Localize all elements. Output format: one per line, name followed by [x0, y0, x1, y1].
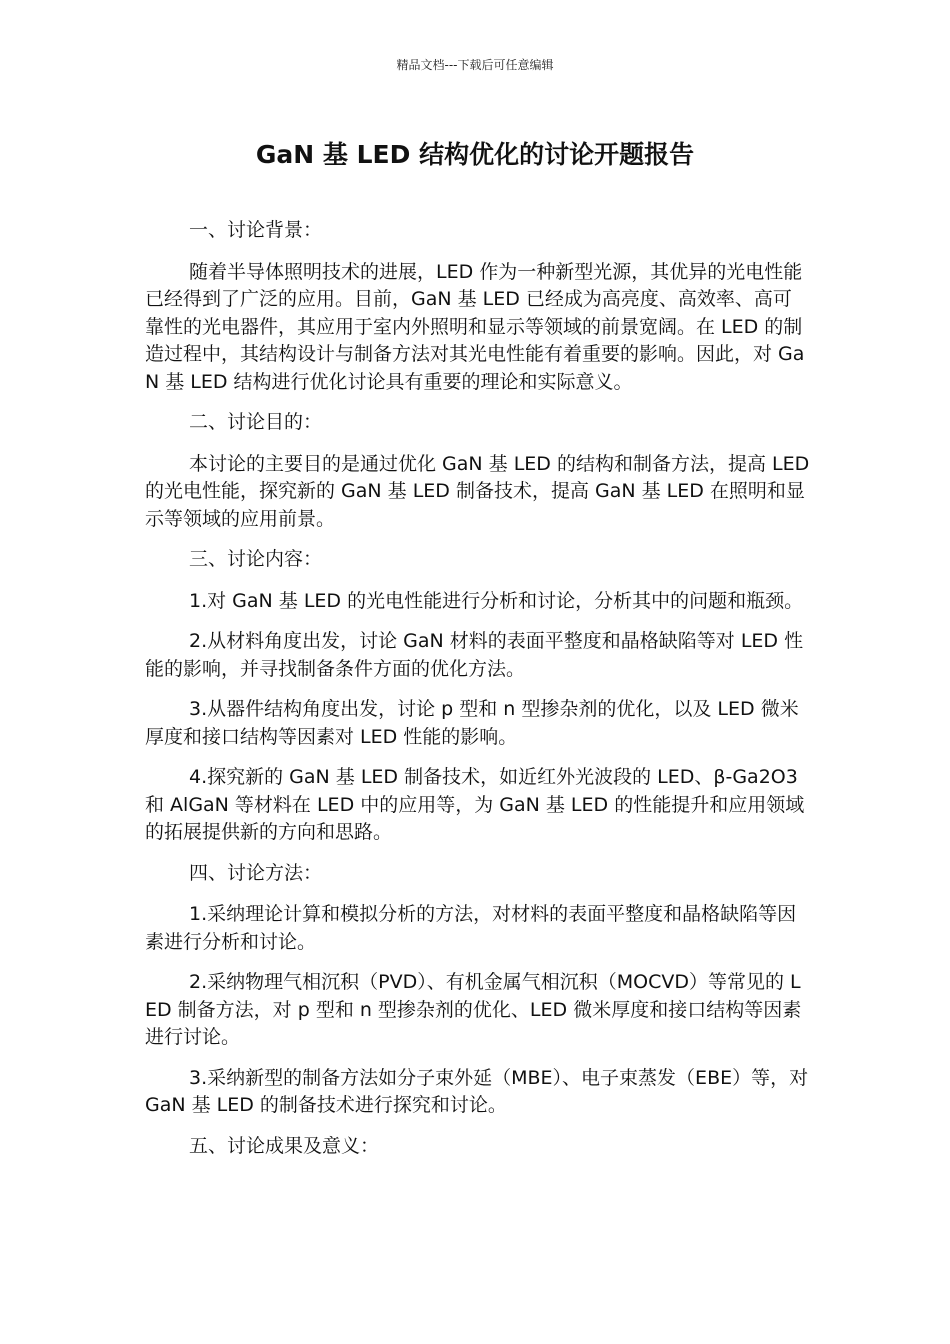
content-item-4: 4.探究新的 GaN 基 LED 制备技术，如近红外光波段的 LED、β-Ga2O3 和 AlGaN 等材料在 LED 中的应用等，为 GaN 基 LED 的性能提升和应用领域的拓展提供新的方向和思路。: [145, 766, 805, 843]
paragraph-background: 随着半导体照明技术的进展，LED 作为一种新型光源，其优异的光电性能已经得到了广泛的应用。目前，GaN 基 LED 已经成为高亮度、高效率、高可靠性的光电器件，其应用于室内外照明和显示等领域的前景宽阔。在 LED 的制造过程中，其结构设计与制备方法对其光电性能有着重要的影响。因此，对 GaN 基 LED 结构进行优化讨论具有重要的理论和实际意义。: [145, 260, 805, 393]
section-heading-content: 三、讨论内容：: [189, 548, 323, 570]
document-title: GaN 基 LED 结构优化的讨论开题报告: [255, 140, 695, 169]
method-item-2: 2.采纳物理气相沉积（PVD）、有机金属气相沉积（MOCVD）等常见的 LED 制备方法，对 p 型和 n 型掺杂剂的优化、LED 微米厚度和接口结构等因素进行讨论。: [145, 971, 802, 1048]
content-item-3: 3.从器件结构角度出发，讨论 p 型和 n 型掺杂剂的优化，以及 LED 微米厚度和接口结构等因素对 LED 性能的影响。: [145, 698, 799, 748]
section-heading-methods: 四、讨论方法：: [189, 861, 323, 884]
method-item-3: 3.采纳新型的制备方法如分子束外延（MBE）、电子束蒸发（EBE）等，对 GaN 基 LED 的制备技术进行探究和讨论。: [145, 1066, 809, 1116]
document-body: [145, 217, 810, 1174]
paragraph-purpose: 本讨论的主要目的是通过优化 GaN 基 LED 的结构和制备方法，提高 LED 的光电性能，探究新的 GaN 基 LED 制备技术，提高 GaN 基 LED 在照明和显示等领域的应用前景。: [145, 452, 810, 530]
header-note: 精品文档---下载后可任意编辑: [396, 58, 554, 72]
method-item-1: 1.采纳理论计算和模拟分析的方法，对材料的表面平整度和晶格缺陷等因素进行分析和讨论。: [145, 903, 797, 953]
content-item-1: 1.对 GaN 基 LED 的光电性能进行分析和讨论，分析其中的问题和瓶颈。: [189, 589, 804, 612]
section-heading-background: 一、讨论背景：: [189, 219, 323, 241]
section-heading-results: 五、讨论成果及意义：: [189, 1134, 380, 1157]
section-heading-purpose: 二、讨论目的：: [189, 411, 323, 433]
content-item-2: 2.从材料角度出发，讨论 GaN 材料的表面平整度和晶格缺陷等对 LED 性能的影响，并寻找制备条件方面的优化方法。: [145, 630, 804, 680]
